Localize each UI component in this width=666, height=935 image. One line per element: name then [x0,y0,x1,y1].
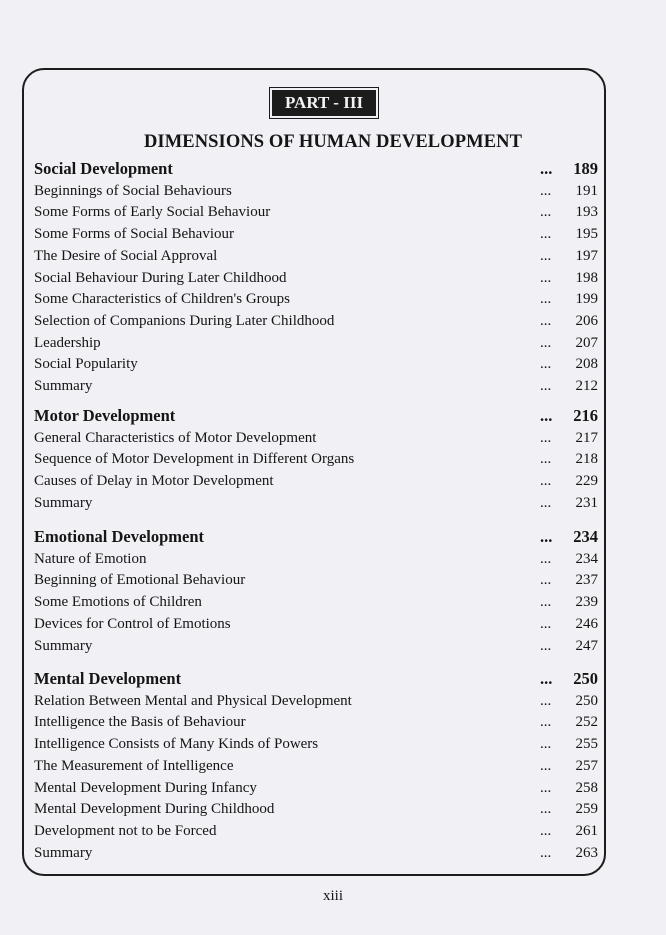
entry-title: Sequence of Motor Development in Different Organs [34,451,355,468]
entry-page-number: 199 [575,291,598,308]
toc-entry [34,448,598,470]
entry-page-number: 250 [575,692,598,709]
entry-page-number: 189 [573,159,598,178]
entry-page-number: 208 [575,356,598,373]
dot-leader: ... [540,182,552,199]
toc-entry [34,842,598,864]
entry-page-number: 195 [575,226,598,243]
entry-page-number: 250 [573,669,598,688]
toc-entry [34,690,598,712]
toc-entry [34,223,598,245]
dot-leader: ... [540,356,552,373]
toc-entry [34,288,598,310]
entry-page-number: 261 [575,822,598,839]
toc-entry [34,332,598,354]
section-heading [34,158,598,180]
entry-title: Nature of Emotion [34,550,147,567]
entry-page-number: 237 [575,572,598,589]
toc-entry [34,777,598,799]
entry-title: Some Characteristics of Children's Groups [34,291,290,308]
dot-leader: ... [540,406,553,425]
entry-title: The Desire of Social Approval [34,247,218,264]
entry-page-number: 207 [575,334,598,351]
dot-leader: ... [540,615,552,632]
dot-leader: ... [540,429,552,446]
entry-title: Summary [34,378,93,394]
entry-page-number: 217 [575,429,598,446]
entry-title: The Measurement of Intelligence [34,757,234,774]
dot-leader: ... [540,550,552,567]
toc-entry [34,492,598,514]
entry-title: Intelligence Consists of Many Kinds of Powers [34,736,319,753]
dot-leader: ... [540,844,552,861]
toc-entry [34,201,598,223]
entry-title: General Characteristics of Motor Development [34,429,317,446]
dot-leader: ... [540,594,552,611]
entry-title: Development not to be Forced [34,822,217,839]
dot-leader: ... [540,247,552,264]
entry-title: Mental Development During Childhood [34,801,275,818]
entry-page-number: 259 [575,801,598,818]
entry-page-number: 231 [575,494,598,511]
entry-page-number: 218 [575,451,598,468]
toc-entry [34,591,598,613]
entry-title: Selection of Companions During Later Childhood [34,312,335,329]
entry-page-number: 191 [575,182,598,199]
entry-page-number: 212 [575,378,598,394]
dot-leader: ... [540,312,552,329]
entry-title: Summary [34,494,93,511]
entry-page-number: 258 [575,779,598,796]
entry-title: Social Development [34,159,173,178]
dot-leader: ... [540,334,552,351]
entry-page-number: 234 [573,527,598,546]
entry-title: Causes of Delay in Motor Development [34,473,274,490]
toc-entry [34,375,598,397]
page-number: xiii [322,888,343,904]
toc-entry [34,820,598,842]
entry-title: Emotional Development [34,527,205,546]
section-heading [34,668,598,690]
dot-leader: ... [540,692,552,709]
entry-page-number: 263 [575,844,598,861]
dot-leader: ... [540,451,552,468]
entry-page-number: 257 [575,757,598,774]
dot-leader: ... [540,572,552,589]
toc-entry [34,470,598,492]
dot-leader: ... [540,159,553,178]
entry-page-number: 197 [575,247,598,264]
section-heading [34,405,598,427]
entry-page-number: 246 [575,615,598,632]
entry-page-number: 206 [575,312,598,329]
page-title: DIMENSIONS OF HUMAN DEVELOPMENT [143,132,523,152]
dot-leader: ... [540,801,552,818]
dot-leader: ... [540,669,553,688]
toc-entry [34,613,598,635]
entry-page-number: 247 [575,637,598,654]
toc-entry [34,310,598,332]
dot-leader: ... [540,291,552,308]
toc-entry [34,245,598,267]
entry-title: Leadership [34,334,101,351]
entry-page-number: 255 [575,736,598,753]
entry-title: Devices for Control of Emotions [34,615,231,632]
dot-leader: ... [540,204,552,221]
dot-leader: ... [540,757,552,774]
dot-leader: ... [540,269,552,286]
toc-entry [34,180,598,202]
toc-entry [34,755,598,777]
toc-entry [34,635,598,657]
dot-leader: ... [540,527,553,546]
dot-leader: ... [540,822,552,839]
toc-entry [34,548,598,570]
entry-title: Relation Between Mental and Physical Development [34,692,352,709]
entry-page-number: 239 [575,594,598,611]
entry-page-number: 229 [575,473,598,490]
entry-title: Social Behaviour During Later Childhood [34,269,287,286]
entry-page-number: 216 [573,406,598,425]
section-heading [34,526,598,548]
toc-entry [34,798,598,820]
toc-entry [34,733,598,755]
entry-page-number: 234 [575,550,598,567]
toc-entry [34,711,598,733]
entry-title: Some Emotions of Children [34,594,202,611]
dot-leader: ... [540,378,552,394]
entry-title: Summary [34,844,93,861]
entry-title: Mental Development During Infancy [34,779,257,796]
toc-entry [34,267,598,289]
toc-entry [34,353,598,375]
dot-leader: ... [540,494,552,511]
entry-title: Beginning of Emotional Behaviour [34,572,246,589]
dot-leader: ... [540,736,552,753]
entry-title: Some Forms of Early Social Behaviour [34,204,271,221]
toc-entry [34,569,598,591]
dot-leader: ... [540,637,552,654]
entry-title: Some Forms of Social Behaviour [34,226,234,243]
entry-title: Social Popularity [34,356,138,373]
entry-title: Beginnings of Social Behaviours [34,182,232,199]
entry-title: Mental Development [34,669,182,688]
dot-leader: ... [540,226,552,243]
dot-leader: ... [540,714,552,731]
entry-page-number: 198 [575,269,598,286]
entry-title: Summary [34,637,93,654]
entry-title: Intelligence the Basis of Behaviour [34,714,246,731]
dot-leader: ... [540,473,552,490]
dot-leader: ... [540,779,552,796]
entry-page-number: 193 [575,204,598,221]
entry-page-number: 252 [575,714,598,731]
entry-title: Motor Development [34,406,176,425]
part-label: PART - III [272,90,376,116]
toc-entry [34,427,598,449]
